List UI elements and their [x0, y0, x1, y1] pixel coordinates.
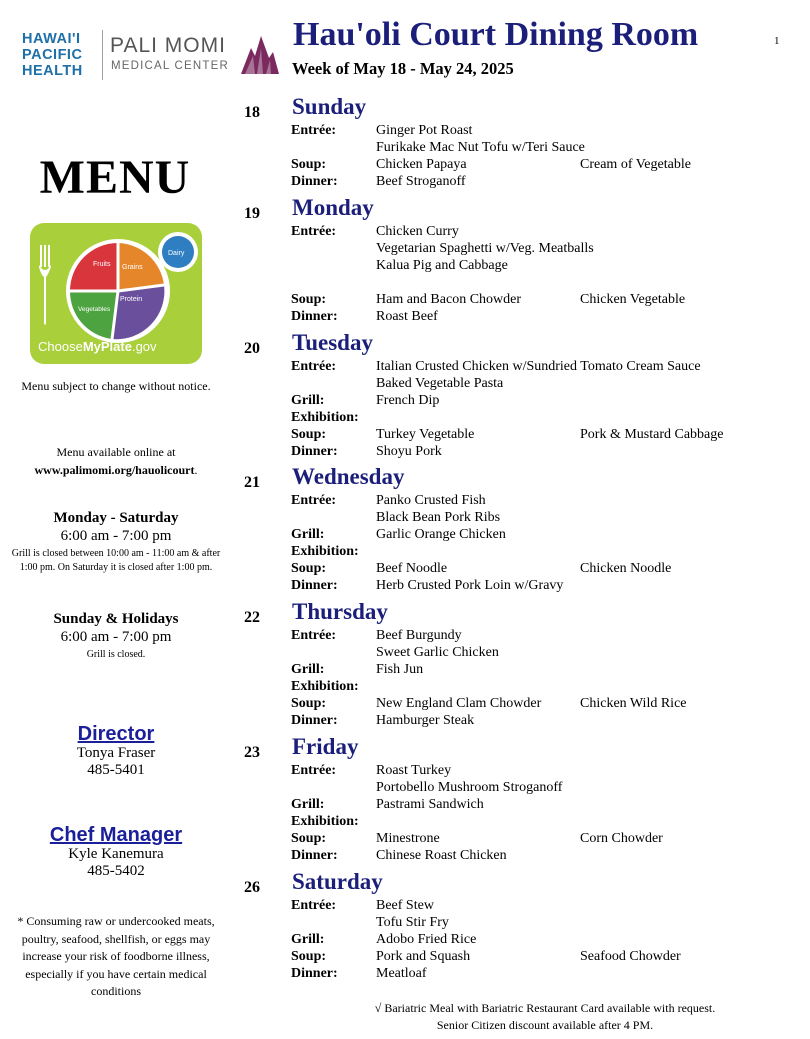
day-date: 23 — [244, 744, 260, 761]
bariatric-note: √ Bariatric Meal with Bariatric Restaurant Card available with request. — [374, 1001, 716, 1015]
menu-row — [0, 560, 810, 577]
menu-row — [0, 492, 810, 509]
menu-item: Herb Crusted Pork Loin w/Gravy — [376, 577, 564, 593]
senior-discount-note: Senior Citizen discount available after 4 PM. — [436, 1018, 654, 1032]
menu-row — [0, 308, 810, 325]
menu-row-label: Entrée: — [291, 123, 337, 138]
menu-item: Turkey Vegetable — [376, 426, 475, 442]
menu-change-notice: Menu subject to change without notice. — [21, 379, 211, 393]
myplate-brand-prefix: Choose — [38, 339, 83, 354]
day-date: 21 — [244, 474, 260, 491]
menu-item-alt: Chicken Vegetable — [580, 291, 686, 307]
day-name: Tuesday — [292, 330, 373, 355]
menu-row — [0, 291, 810, 308]
menu-row-label: Exhibition: — [291, 543, 359, 559]
chef-name: Kyle Kanemura — [68, 846, 164, 862]
menu-item: Portobello Mushroom Stroganoff — [376, 779, 563, 795]
menu-row — [0, 156, 810, 173]
menu-item: Shoyu Pork — [376, 443, 442, 459]
menu-item: Chicken Papaya — [376, 156, 467, 172]
menu-row — [0, 240, 810, 257]
menu-row-label: Grill: — [291, 526, 325, 542]
footer-notes — [290, 1000, 800, 1034]
menu-item-alt: Chicken Wild Rice — [580, 695, 687, 711]
online-text: Menu available online at — [56, 445, 176, 459]
menu-row — [0, 392, 810, 409]
page-number: 1 — [774, 35, 780, 47]
menu-row-label: Grill: — [291, 392, 325, 408]
menu-item: Furikake Mac Nut Tofu w/Teri Sauce — [376, 139, 585, 155]
menu-row-label: Dinner: — [291, 173, 338, 189]
menu-row-label: Soup: — [291, 156, 327, 172]
hours-day: Monday - Saturday — [53, 510, 179, 526]
menu-row-label: Entrée: — [291, 763, 337, 778]
menu-item: Ham and Bacon Chowder — [376, 291, 522, 307]
director-phone: 485-5401 — [87, 762, 145, 778]
hours-note: Grill is closed. — [86, 649, 146, 660]
menu-row-label: Entrée: — [291, 224, 337, 239]
menu-item: Italian Crusted Chicken w/Sundried Tomato Cream Sauce — [376, 359, 701, 374]
menu-row — [0, 796, 810, 813]
menu-item: Baked Vegetable Pasta — [376, 375, 504, 391]
day-date: 22 — [244, 609, 260, 626]
svg-text:ChooseMyPlate.gov — [38, 339, 157, 354]
menu-row-label: Soup: — [291, 830, 327, 846]
myplate-brand-suffix: .gov — [131, 339, 157, 354]
hph-wordmark — [22, 31, 102, 79]
menu-row — [0, 965, 810, 982]
menu-row — [0, 443, 810, 460]
menu-row-label: Entrée: — [291, 493, 337, 508]
menu-row — [0, 409, 810, 426]
menu-row — [0, 695, 810, 712]
menu-row-label: Grill: — [291, 796, 325, 812]
day-name: Saturday — [292, 869, 383, 894]
week-range: Week of May 18 - May 24, 2025 — [292, 59, 514, 78]
day-name: Monday — [292, 195, 374, 220]
menu-row — [0, 257, 810, 274]
menu-item: Roast Turkey — [376, 763, 452, 778]
menu-item: Beef Burgundy — [376, 628, 462, 643]
menu-item: Sweet Garlic Chicken — [376, 644, 499, 660]
menu-row — [0, 223, 810, 240]
hours-time: 6:00 am - 7:00 pm — [60, 629, 172, 645]
menu-row — [0, 914, 810, 931]
mountain-logo-icon — [239, 34, 279, 76]
menu-row — [0, 426, 810, 443]
plate-label-grains: Grains — [122, 264, 143, 271]
hospital-logo — [22, 28, 282, 84]
menu-item: Tofu Stir Fry — [376, 914, 449, 930]
myplate-brand-main: MyPlate — [82, 339, 132, 354]
day-name: Wednesday — [292, 464, 405, 489]
menu-row-label: Exhibition: — [291, 813, 359, 829]
menu-row — [0, 762, 810, 779]
hph-line: HAWAI'I — [22, 31, 81, 47]
menu-row — [0, 644, 810, 661]
menu-row-label: Exhibition: — [291, 409, 359, 425]
menu-item: Meatloaf — [376, 965, 427, 981]
menu-row-label: Dinner: — [291, 443, 338, 459]
menu-row — [0, 830, 810, 847]
menu-row-label: Grill: — [291, 661, 325, 677]
hours-note: Grill is closed between 10:00 am - 11:00 am & after 1:00 pm. On Saturday it is closed after 1:00 pm. — [11, 548, 221, 573]
menu-row-label: Dinner: — [291, 577, 338, 593]
plate-label-vegetables: Vegetables — [78, 306, 111, 313]
day-name: Friday — [292, 734, 359, 759]
menu-row — [0, 678, 810, 695]
menu-row-label: Soup: — [291, 560, 327, 576]
menu-row-label: Entrée: — [291, 359, 337, 374]
menu-row — [0, 627, 810, 644]
menu-item-alt: Corn Chowder — [580, 830, 663, 846]
plate-label-dairy: Dairy — [168, 250, 185, 257]
plate-label-protein: Protein — [120, 296, 143, 303]
menu-row-label: Dinner: — [291, 965, 338, 981]
director-name: Tonya Fraser — [76, 745, 156, 761]
menu-item-alt: Cream of Vegetable — [580, 156, 691, 172]
online-url-link[interactable]: www.palimomi.org/hauolicourt — [34, 463, 195, 477]
menu-item: Adobo Fried Rice — [376, 931, 477, 947]
chef-title-link[interactable]: Chef Manager — [49, 824, 183, 846]
day-name: Sunday — [292, 94, 367, 119]
menu-row-label: Dinner: — [291, 712, 338, 728]
menu-row — [0, 526, 810, 543]
menu-row — [0, 577, 810, 594]
day-date: 19 — [244, 205, 260, 222]
menu-row — [0, 375, 810, 392]
menu-row-label: Exhibition: — [291, 678, 359, 694]
menu-row-label: Dinner: — [291, 847, 338, 863]
hph-line: PACIFIC — [22, 47, 83, 63]
menu-row — [0, 122, 810, 139]
menu-heading: MENU — [39, 151, 191, 204]
menu-item: Pork and Squash — [376, 948, 471, 964]
menu-row — [0, 661, 810, 678]
menu-item: French Dip — [376, 392, 440, 408]
menu-item: Chinese Roast Chicken — [376, 847, 507, 863]
menu-item: Garlic Orange Chicken — [376, 526, 506, 542]
menu-row-label: Soup: — [291, 426, 327, 442]
menu-item: Beef Noodle — [376, 560, 448, 576]
menu-row — [0, 813, 810, 830]
day-date: 20 — [244, 340, 260, 357]
menu-item: Minestrone — [376, 830, 440, 846]
menu-item: Panko Crusted Fish — [376, 493, 486, 508]
day-name: Thursday — [292, 599, 388, 624]
menu-row-label: Grill: — [291, 931, 325, 947]
day-date: 18 — [244, 104, 260, 121]
menu-item: Pastrami Sandwich — [376, 796, 484, 812]
menu-item-alt: Seafood Chowder — [580, 948, 681, 964]
menu-row — [0, 139, 810, 156]
director-title-link[interactable]: Director — [77, 723, 155, 745]
menu-item: Beef Stew — [376, 898, 434, 913]
day-date: 26 — [244, 879, 260, 896]
logo-divider — [102, 30, 103, 80]
menu-item: Ginger Pot Roast — [376, 123, 473, 138]
menu-item: Fish Jun — [376, 661, 424, 677]
menu-row — [0, 509, 810, 526]
plate-label-fruits: Fruits — [93, 261, 111, 268]
hours-time: 6:00 am - 7:00 pm — [60, 528, 172, 544]
menu-item: Roast Beef — [376, 308, 438, 324]
menu-row — [0, 173, 810, 190]
page-title: Hau'oli Court Dining Room — [293, 16, 699, 53]
menu-row — [0, 543, 810, 560]
menu-row-label: Soup: — [291, 695, 327, 711]
menu-row-label: Entrée: — [291, 628, 337, 643]
logo-brand: PALI MOMI — [110, 34, 226, 57]
menu-item: Vegetarian Spaghetti w/Veg. Meatballs — [376, 240, 594, 256]
menu-item: Black Bean Pork Ribs — [376, 509, 501, 525]
menu-item-alt: Chicken Noodle — [580, 560, 672, 576]
online-url-period: . — [194, 463, 198, 477]
menu-row — [0, 274, 810, 291]
menu-row — [0, 779, 810, 796]
menu-item: Chicken Curry — [376, 224, 459, 239]
logo-subtitle: MEDICAL CENTER — [111, 60, 229, 72]
menu-row-label: Soup: — [291, 291, 327, 307]
menu-row — [0, 931, 810, 948]
chef-phone: 485-5402 — [87, 863, 145, 879]
menu-item: Hamburger Steak — [376, 712, 475, 728]
menu-row-label: Entrée: — [291, 898, 337, 913]
menu-item: Kalua Pig and Cabbage — [376, 257, 508, 273]
menu-row-label: Dinner: — [291, 308, 338, 324]
hours-day: Sunday & Holidays — [53, 611, 179, 627]
menu-item: New England Clam Chowder — [376, 695, 542, 711]
menu-row — [0, 948, 810, 965]
menu-item-alt: Pork & Mustard Cabbage — [580, 426, 724, 442]
menu-row — [0, 847, 810, 864]
menu-item: Beef Stroganoff — [376, 173, 466, 189]
menu-row — [0, 358, 810, 375]
menu-row — [0, 897, 810, 914]
hph-line: HEALTH — [22, 63, 83, 79]
menu-row — [0, 712, 810, 729]
menu-row-label: Soup: — [291, 948, 327, 964]
consumption-warning: * Consuming raw or undercooked meats, poultry, seafood, shellfish, or eggs may increase your risk of foodborne illness, especially if you have certain medical conditions — [17, 914, 215, 998]
